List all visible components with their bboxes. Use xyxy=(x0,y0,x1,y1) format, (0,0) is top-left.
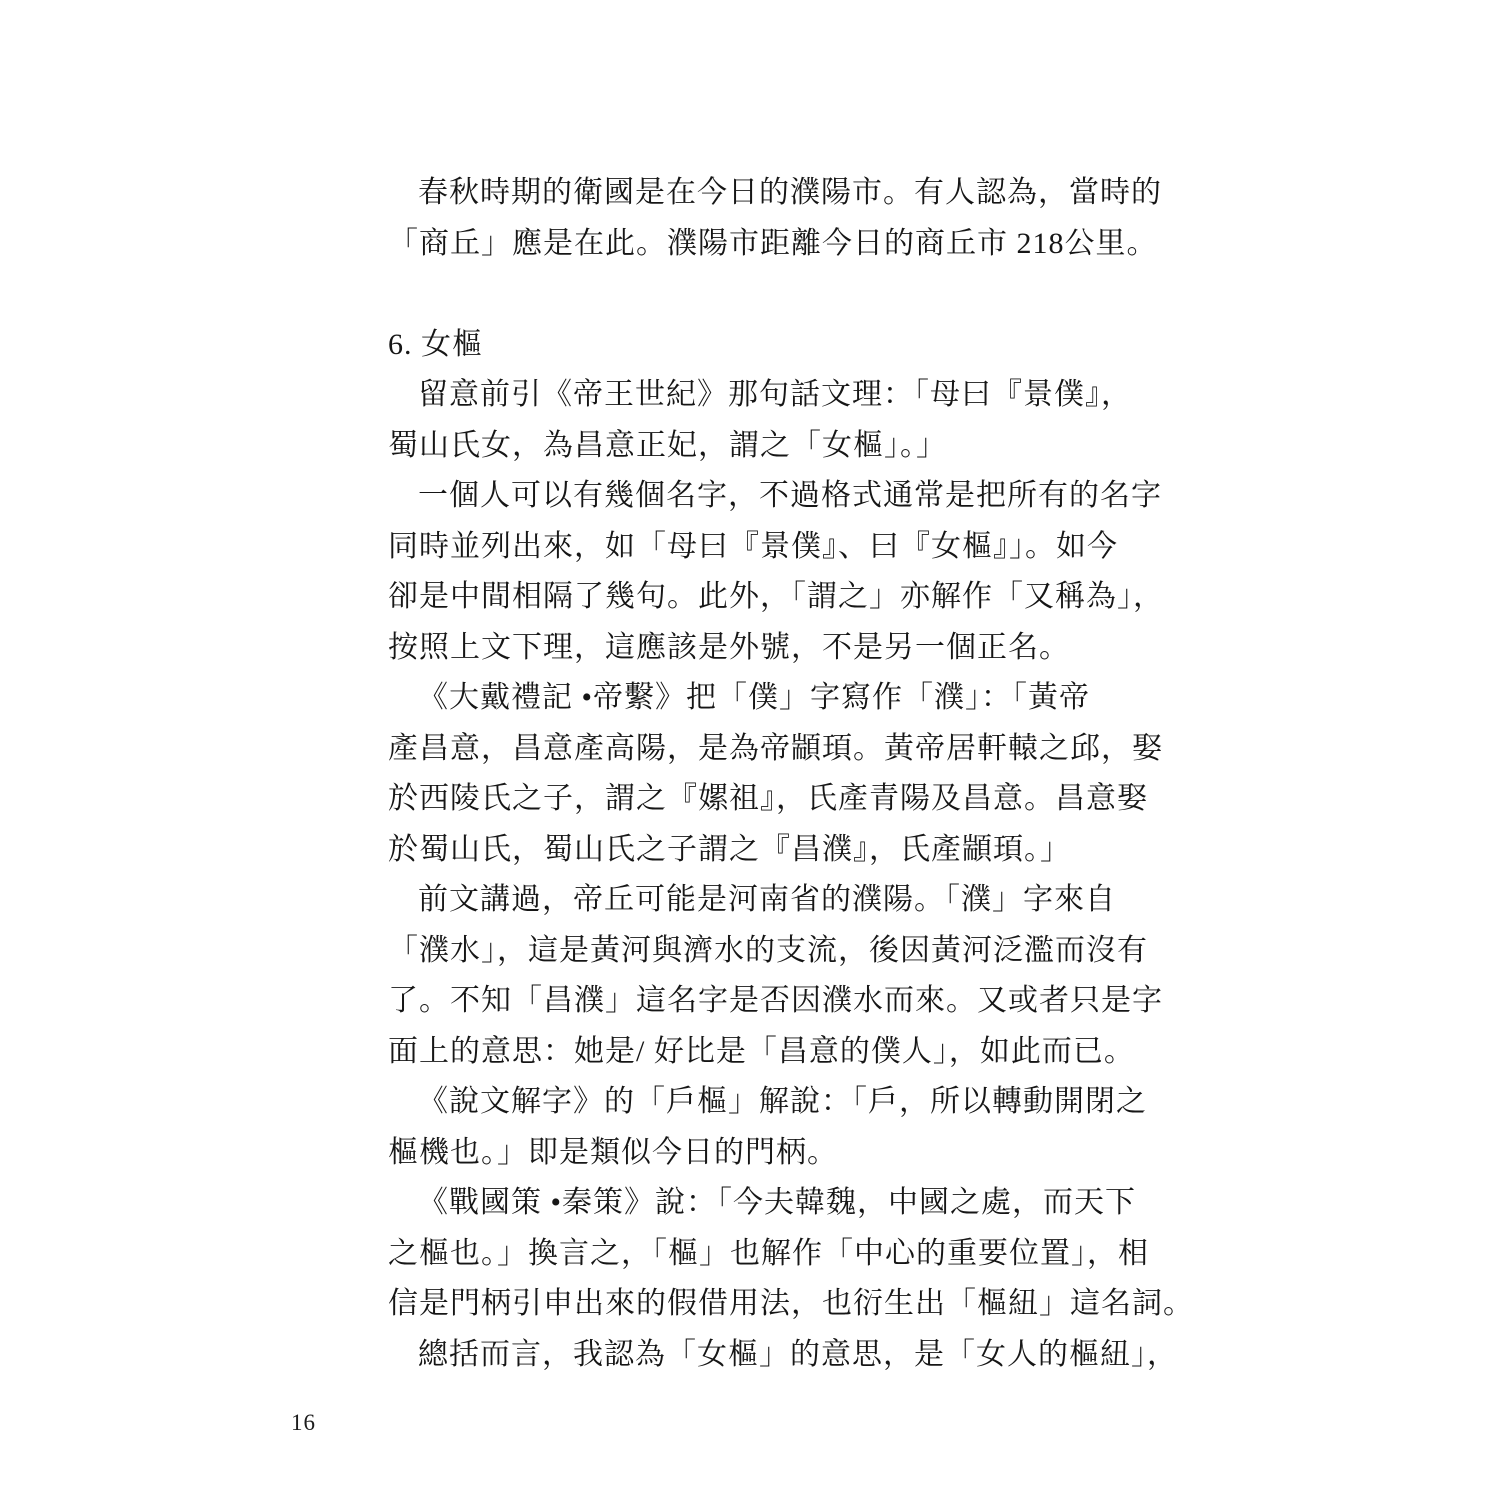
text-line: 「商丘」應是在此。濮陽市距離今日的商丘市 218公里。 xyxy=(388,226,1158,260)
paragraph xyxy=(388,1330,1178,1381)
text-line: 「濮水」，這是黃河與濟水的支流，後因黃河泛濫而沒有 xyxy=(388,933,1148,967)
text-line xyxy=(388,269,1148,320)
text-line: 一個人可以有幾個名字，不過格式通常是把所有的名字 xyxy=(418,479,1162,512)
blank-line xyxy=(388,269,1148,320)
paragraph xyxy=(388,875,1163,1077)
paragraph xyxy=(388,370,1148,471)
text-line: 蜀山氏女，為昌意正妃，謂之「女樞」。」 xyxy=(388,428,947,462)
paragraph xyxy=(388,168,1162,269)
paragraph xyxy=(388,1178,1194,1330)
page-text xyxy=(388,168,1194,1380)
paragraph xyxy=(388,471,1164,673)
text-line: 產昌意，昌意產高陽，是為帝顓頊。黃帝居軒轅之邱，娶 xyxy=(388,731,1163,765)
text-line: 面上的意思：她是/ 好比是「昌意的僕人」，如此而已。 xyxy=(388,1034,1135,1068)
paragraph xyxy=(388,673,1163,875)
text-line: 《戰國策 •秦策》說：「今夫韓魏，中國之處，而天下 xyxy=(418,1186,1137,1219)
text-line: 之樞也。」換言之，「樞」也解作「中心的重要位置」，相 xyxy=(388,1236,1149,1270)
text-line: 卻是中間相隔了幾句。此外，「謂之」亦解作「又稱為」， xyxy=(388,580,1164,613)
text-line: 《說文解字》的「戶樞」解說：「戶，所以轉動開閉之 xyxy=(418,1085,1147,1118)
section-heading xyxy=(388,320,1148,371)
text-line: 總括而言，我認為「女樞」的意思，是「女人的樞紐」， xyxy=(418,1337,1178,1371)
heading-line: 6. 女樞 xyxy=(388,327,483,361)
text-line: 留意前引《帝王世紀》那句話文理：「母曰『景僕』， xyxy=(418,378,1132,411)
text-line: 於蜀山氏，蜀山氏之子謂之『昌濮』，氏產顓頊。」 xyxy=(388,832,1071,866)
text-line: 於西陵氏之子，謂之『嫘祖』，氏產青陽及昌意。昌意娶 xyxy=(388,782,1148,815)
text-line: 按照上文下理，這應該是外號，不是另一個正名。 xyxy=(388,630,1070,664)
text-line: 樞機也。」即是類似今日的門柄。 xyxy=(388,1135,838,1169)
page-number: 16 xyxy=(291,1410,316,1435)
text-line: 信是門柄引申出來的假借用法，也衍生出「樞紐」這名詞。 xyxy=(388,1287,1194,1320)
text-line: 春秋時期的衛國是在今日的濮陽市。有人認為，當時的 xyxy=(418,176,1162,209)
text-line: 《大戴禮記 •帝繫》把「僕」字寫作「濮」：「黃帝 xyxy=(418,681,1091,714)
text-line: 同時並列出來，如「母曰『景僕』、曰『女樞』」。如今 xyxy=(388,529,1118,563)
text-line: 了。不知「昌濮」這名字是否因濮水而來。又或者只是字 xyxy=(388,984,1163,1017)
text-line: 前文講過，帝丘可能是河南省的濮陽。「濮」字來自 xyxy=(418,883,1116,916)
paragraph xyxy=(388,1077,1148,1178)
